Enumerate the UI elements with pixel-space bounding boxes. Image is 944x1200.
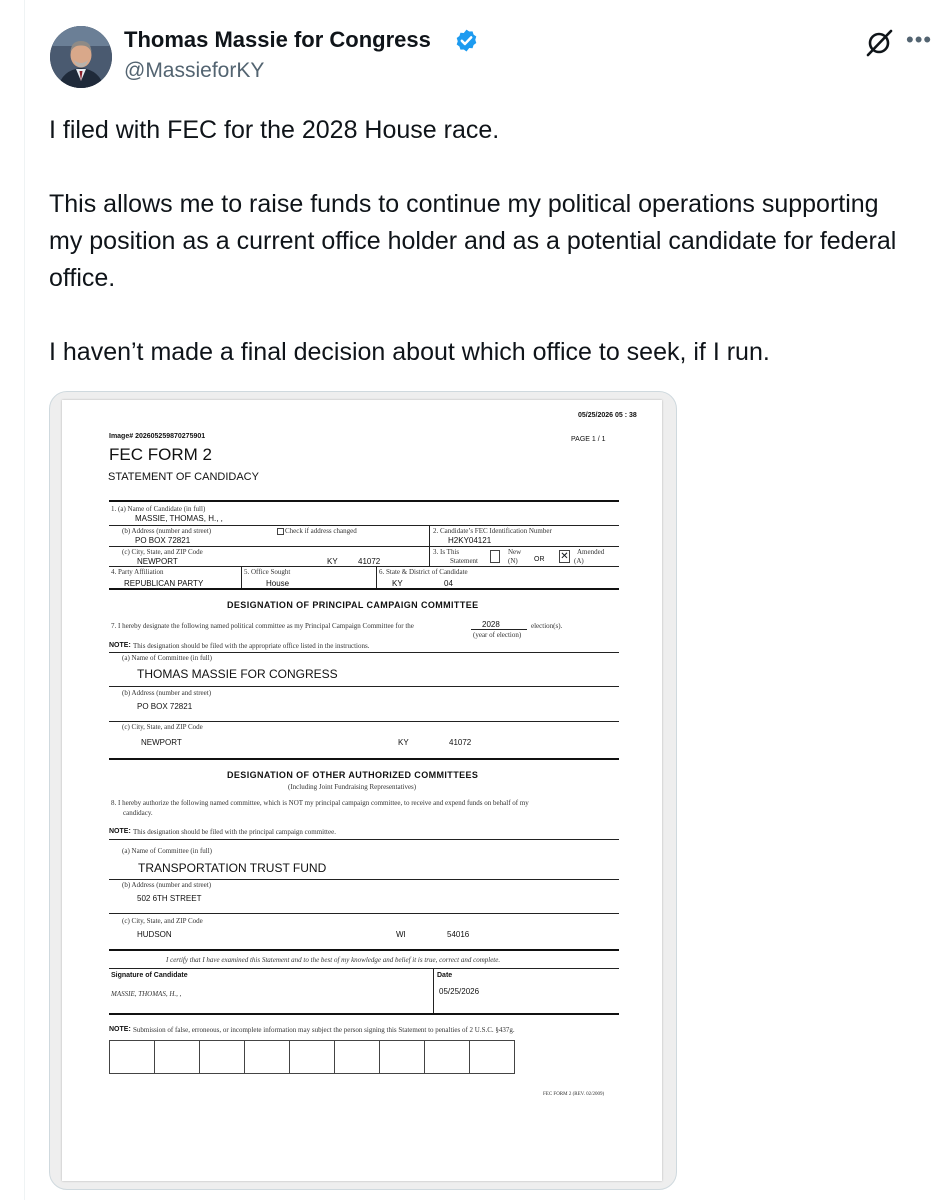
author-name[interactable]: Thomas Massie for Congress — [124, 27, 431, 52]
new-checkbox — [490, 550, 500, 563]
divider — [109, 500, 619, 502]
value-other-committee-address: 502 6TH STREET — [137, 894, 202, 903]
label-is-this: 3. Is This — [433, 548, 460, 556]
label-new-n: (N) — [508, 557, 518, 565]
divider — [109, 913, 619, 914]
certification-statement: I certify that I have examined this Statement and to the best of my knowledge and belief it is true, correct and complete. — [166, 956, 501, 964]
value-address: PO BOX 72821 — [135, 536, 191, 545]
label-new: New — [508, 548, 522, 556]
value-signature: MASSIE, THOMAS, H., , — [111, 990, 182, 998]
avatar-portrait-icon — [50, 26, 112, 88]
value-party: REPUBLICAN PARTY — [124, 579, 204, 588]
divider — [109, 879, 619, 880]
timeline-border — [24, 0, 25, 1200]
form-subtitle: STATEMENT OF CANDIDACY — [108, 471, 259, 483]
label-committee-city: (c) City, State, and ZIP Code — [122, 723, 203, 731]
divider — [109, 546, 619, 547]
label-amended-a: (A) — [574, 557, 584, 565]
note-label-3: NOTE: — [109, 1026, 131, 1033]
note-text-1: This designation should be filed with the appropriate office listed in the instructions. — [133, 642, 370, 650]
form-revision-footer: FEC FORM 2 (REV. 02/2009) — [543, 1092, 605, 1097]
label-item-7: 7. I hereby designate the following named political committee as my Principal Campaign Committee for the — [111, 622, 414, 630]
label-city: (c) City, State, and ZIP Code — [122, 548, 203, 556]
value-election-year: 2028 — [482, 620, 500, 629]
fec-form-document — [62, 400, 662, 1181]
value-city: NEWPORT — [137, 557, 178, 566]
form-image-number: Image# 202605259870275901 — [109, 433, 206, 440]
grok-icon[interactable] — [864, 28, 894, 58]
label-committee-name: (a) Name of Committee (in full) — [122, 654, 212, 662]
divider — [376, 566, 377, 588]
value-other-committee-name: TRANSPORTATION TRUST FUND — [138, 861, 327, 875]
label-candidate-name: 1. (a) Name of Candidate (in full) — [111, 505, 206, 513]
more-options-icon[interactable]: ••• — [906, 27, 933, 52]
value-office: House — [266, 579, 290, 588]
subheading-joint-fundraising: (Including Joint Fundraising Representatives) — [288, 783, 417, 791]
value-district: 04 — [444, 579, 453, 588]
label-or: OR — [534, 556, 545, 563]
label-office: 5. Office Sought — [244, 568, 291, 576]
divider — [241, 566, 242, 588]
label-elections: election(s). — [531, 622, 563, 630]
note-text-2: This designation should be filed with the principal campaign committee. — [133, 828, 336, 836]
note-text-3: Submission of false, erroneous, or incomplete information may subject the person signing this Statement to penalties of 2 U.S.C. §437g. — [133, 1026, 515, 1034]
label-date: Date — [437, 972, 453, 979]
label-other-committee-city: (c) City, State, and ZIP Code — [122, 917, 203, 925]
value-date: 05/25/2026 — [439, 987, 480, 996]
author-avatar[interactable] — [50, 26, 112, 88]
value-state: KY — [327, 557, 338, 566]
office-use-boxes — [109, 1040, 515, 1074]
label-party: 4. Party Affiliation — [111, 568, 164, 576]
amended-checkbox: ✕ — [560, 551, 569, 562]
tweet-text — [49, 112, 909, 371]
divider — [109, 968, 619, 969]
author-handle[interactable]: @MassieforKY — [124, 59, 265, 82]
label-item-8: 8. I hereby authorize the following named committee, which is NOT my principal campaign committee, to receive and expend funds on behalf of my — [111, 799, 529, 807]
divider — [109, 721, 619, 722]
tweet-paragraph-3: I haven’t made a final decision about which office to seek, if I run. — [49, 338, 770, 366]
heading-other-committees: DESIGNATION OF OTHER AUTHORIZED COMMITTEES — [227, 770, 479, 780]
label-year-of-election: (year of election) — [473, 631, 522, 639]
divider — [109, 652, 619, 653]
label-amended: Amended — [577, 548, 605, 556]
divider — [109, 758, 619, 760]
label-committee-address: (b) Address (number and street) — [122, 689, 212, 697]
label-item-8-candidacy: candidacy. — [123, 809, 153, 817]
label-district: 6. State & District of Candidate — [379, 568, 468, 576]
note-label-1: NOTE: — [109, 642, 131, 649]
label-signature: Signature of Candidate — [111, 972, 188, 979]
form-page: PAGE 1 / 1 — [571, 436, 606, 443]
label-fec-id: 2. Candidate’s FEC Identification Number — [433, 527, 552, 535]
label-other-committee-address: (b) Address (number and street) — [122, 881, 212, 889]
form-title: FEC FORM 2 — [109, 445, 212, 464]
divider — [433, 968, 434, 1013]
form-timestamp: 05/25/2026 05 : 38 — [578, 412, 637, 419]
value-fec-id: H2KY04121 — [448, 536, 492, 545]
divider — [109, 1013, 619, 1015]
divider — [109, 686, 619, 687]
value-district-state: KY — [392, 579, 403, 588]
value-committee-name: THOMAS MASSIE FOR CONGRESS — [137, 667, 338, 681]
divider — [109, 839, 619, 840]
tweet-image-attachment[interactable] — [49, 391, 677, 1190]
value-committee-state: KY — [398, 738, 409, 747]
value-other-committee-state: WI — [396, 930, 406, 939]
divider — [471, 629, 527, 630]
label-address: (b) Address (number and street) — [122, 527, 212, 535]
value-candidate-name: MASSIE, THOMAS, H., , — [135, 514, 223, 523]
value-committee-address: PO BOX 72821 — [137, 702, 193, 711]
divider — [109, 949, 619, 951]
address-changed-checkbox — [277, 528, 284, 535]
label-other-committee-name: (a) Name of Committee (in full) — [122, 847, 212, 855]
divider — [109, 525, 619, 526]
value-other-committee-zip: 54016 — [447, 930, 470, 939]
note-label-2: NOTE: — [109, 828, 131, 835]
value-other-committee-city: HUDSON — [137, 930, 172, 939]
divider — [109, 566, 619, 567]
value-committee-zip: 41072 — [449, 738, 472, 747]
divider — [109, 588, 619, 590]
label-address-changed: Check if address changed — [285, 527, 357, 535]
value-committee-city: NEWPORT — [141, 738, 182, 747]
verified-badge-icon — [454, 28, 479, 53]
value-zip: 41072 — [358, 557, 381, 566]
heading-principal-committee: DESIGNATION OF PRINCIPAL CAMPAIGN COMMITTEE — [227, 600, 479, 610]
tweet-paragraph-1: I filed with FEC for the 2028 House race. — [49, 116, 500, 144]
tweet-paragraph-2: This allows me to raise funds to continue my political operations supporting my position as a current office holder and as a potential candidate for federal office. — [49, 190, 897, 292]
label-statement: Statement — [450, 557, 478, 565]
